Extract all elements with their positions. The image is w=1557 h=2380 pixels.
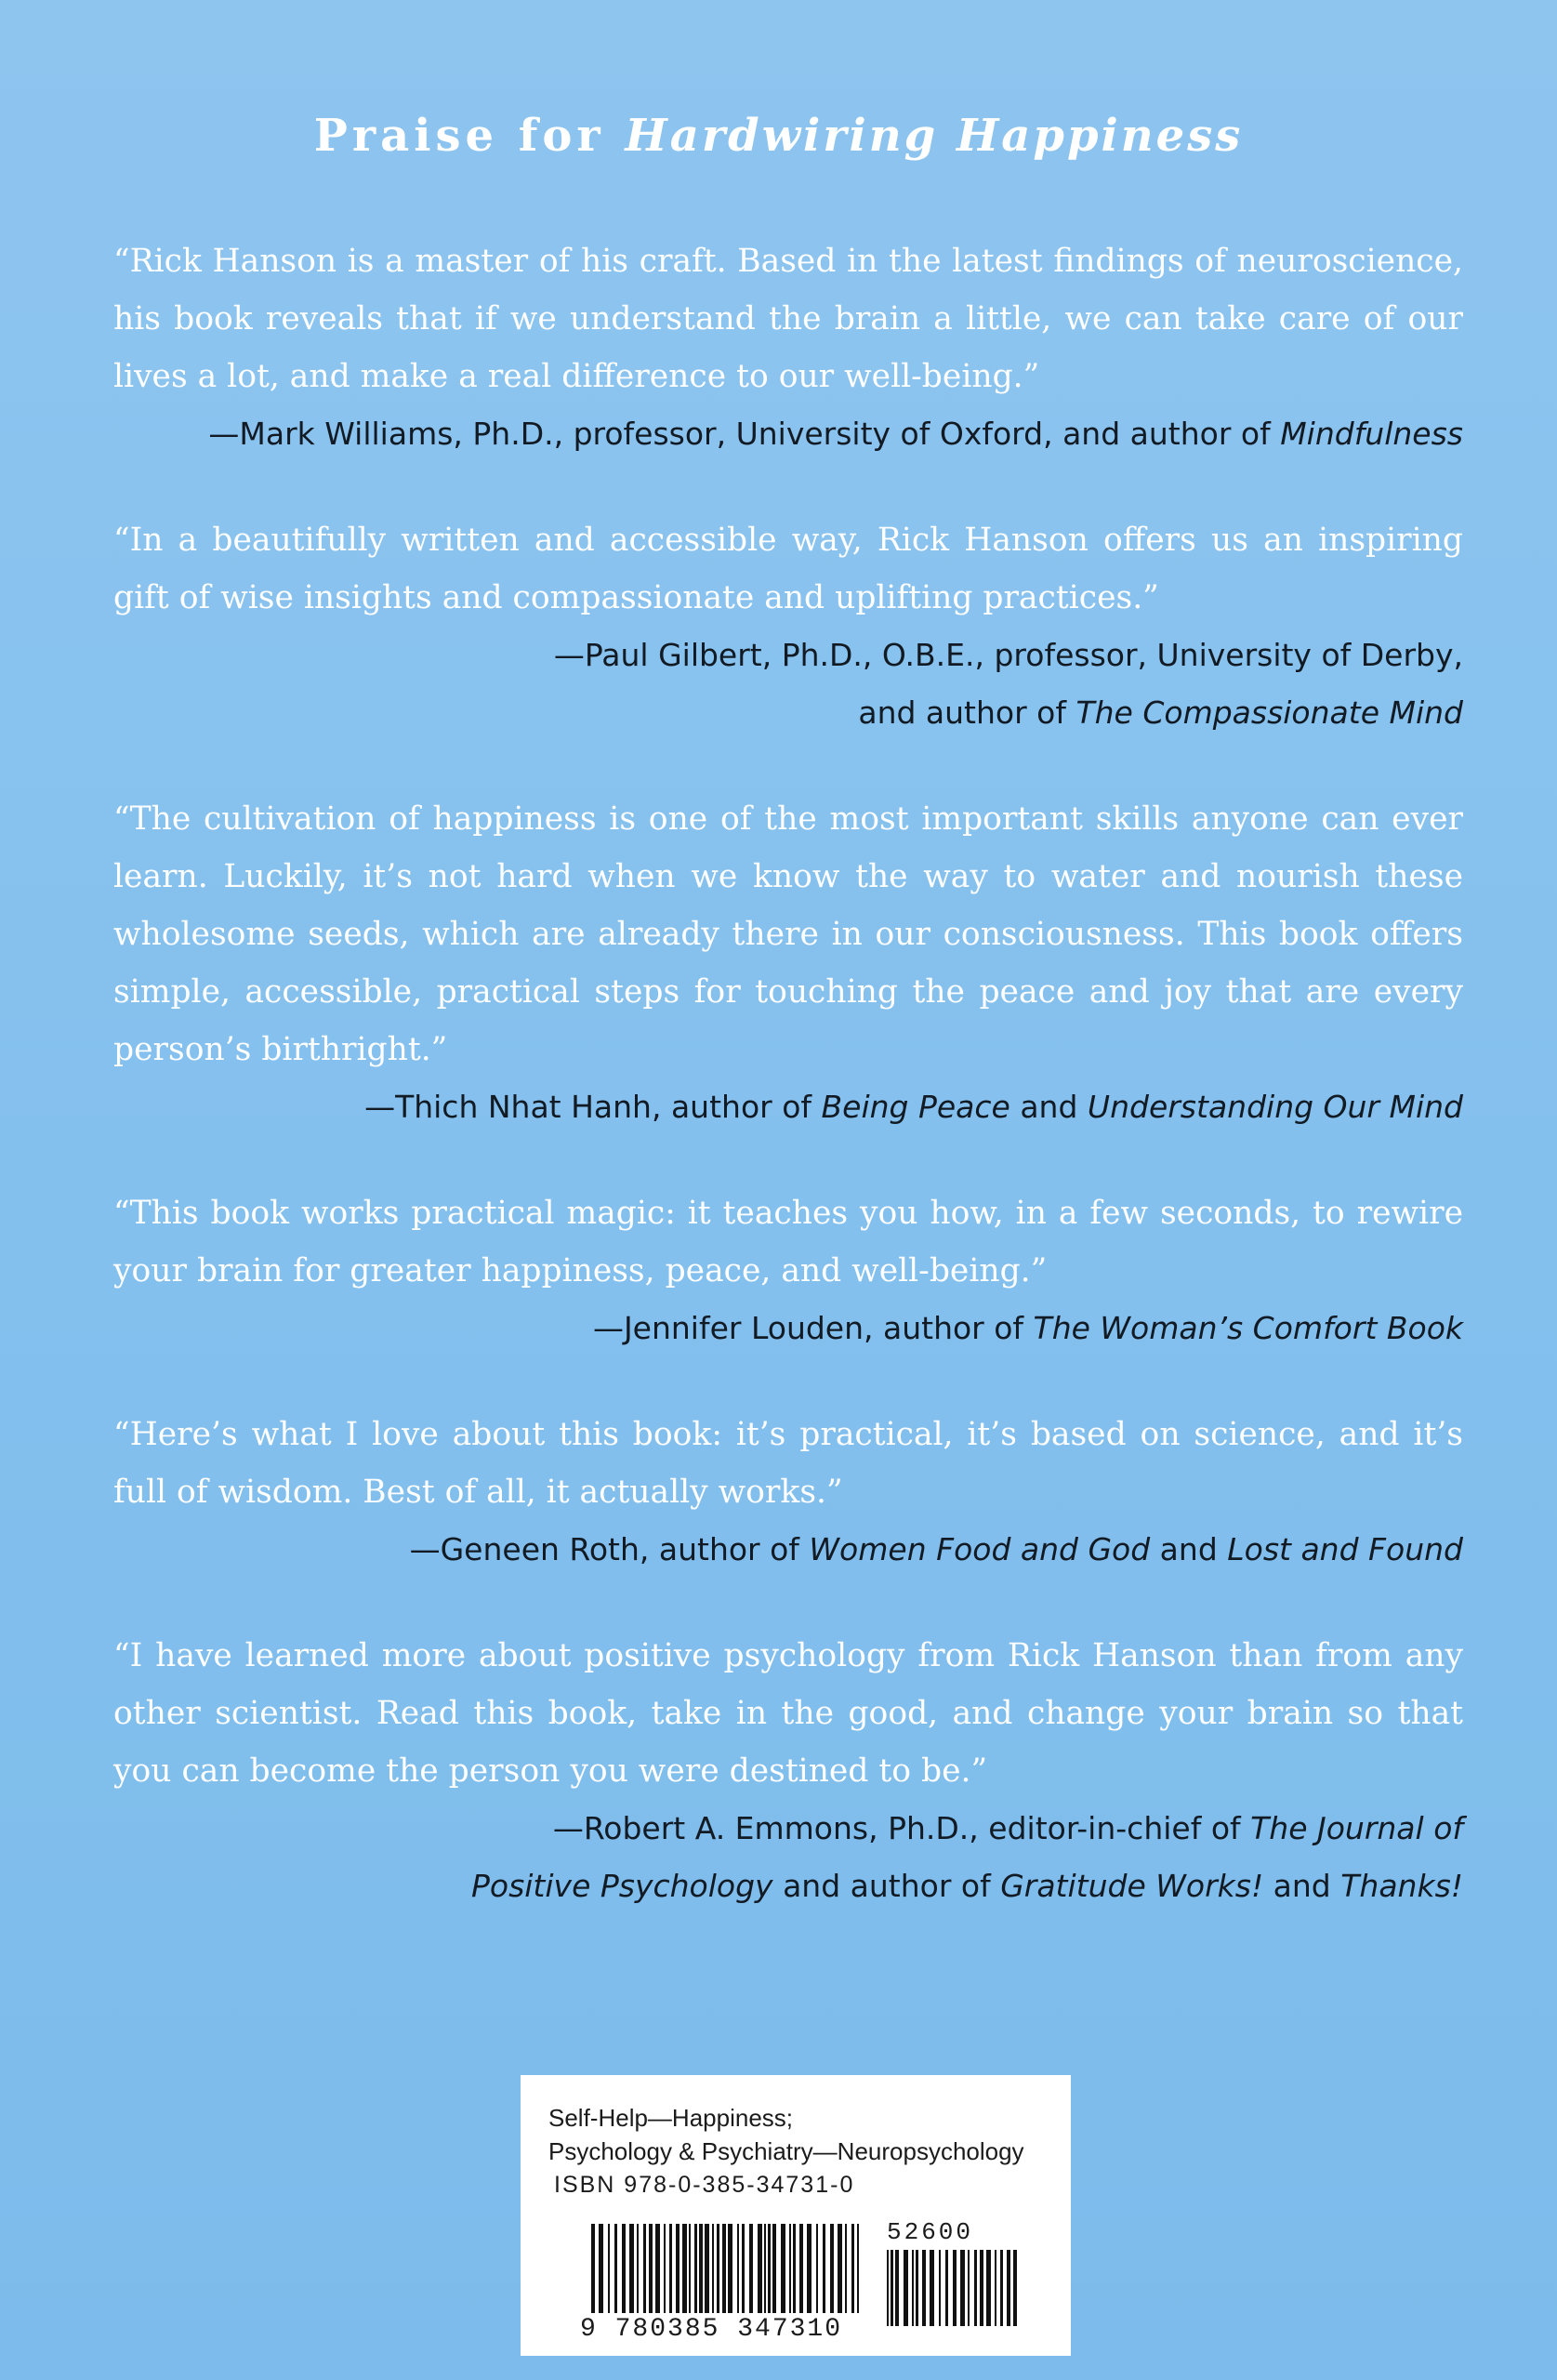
- blurb-jennifer-louden: [113, 1184, 1463, 1357]
- blurb-quote: “The cultivation of happiness is one of the most important skills anyone can ever learn. Luckily, it’s not hard when we know the way to water and nourish these wholesome seeds, which are already there in our consciousness. This book offers simple, accessible, practical steps for touching the peace and joy that are every person’s birthright.”: [113, 800, 1463, 1068]
- blurb-quote: “In a beautifully written and accessible way, Rick Hanson offers us an inspiring gift of wise insights and compassionate and uplifting practices.”: [113, 522, 1463, 616]
- blurb-thich-nhat-hanh: [113, 790, 1463, 1136]
- blurb-attribution: [113, 627, 1463, 742]
- blurb-mark-williams: [113, 232, 1463, 463]
- attribution-work: Gratitude Works!: [1000, 1868, 1264, 1904]
- attribution-text: —Jennifer Louden, author of: [592, 1310, 1034, 1346]
- attribution-work: Understanding Our Mind: [1087, 1089, 1463, 1125]
- barcode: [580, 2218, 1045, 2344]
- attribution-work: The Journal of: [1250, 1810, 1463, 1846]
- blurb-quote: “I have learned more about positive psychology from Rick Hanson than from any other scientist. Read this book, take in the good, and change your brain so that you can become the person you were destined to be.”: [113, 1637, 1463, 1790]
- attribution-work: Thanks!: [1340, 1868, 1463, 1904]
- blurb-quote: “This book works practical magic: it teaches you how, in a few seconds, to rewire your brain for greater happiness, peace, and well-being.”: [113, 1195, 1463, 1289]
- isbn-number: ISBN 978-0-385-34731-0: [554, 2172, 855, 2198]
- blurb-attribution: [113, 405, 1463, 463]
- attribution-joiner: and: [1150, 1531, 1228, 1567]
- isbn-label: [521, 2075, 1071, 2356]
- attribution-work: Positive Psychology: [470, 1868, 773, 1904]
- attribution-work: Lost and Found: [1227, 1531, 1463, 1567]
- attribution-text: —Geneen Roth, author of: [409, 1531, 810, 1567]
- attribution-work: The Woman’s Comfort Book: [1033, 1310, 1463, 1346]
- attribution-text: —Mark Williams, Ph.D., professor, University of Oxford, and author of: [208, 416, 1281, 452]
- attribution-work: Being Peace: [821, 1089, 1010, 1125]
- attribution-work: The Compassionate Mind: [1075, 694, 1463, 731]
- blurb-attribution: [113, 1800, 1463, 1915]
- blurb-attribution: [113, 1300, 1463, 1357]
- blurb-quote: “Rick Hanson is a master of his craft. Based in the latest findings of neuroscience, his book reveals that if we understand the brain a little, we can take care of our lives a lot, and make a real difference to our well-being.”: [113, 243, 1463, 395]
- subject-category: Self-Help—Happiness;: [548, 2104, 794, 2132]
- attribution-joiner: and: [1009, 1089, 1088, 1125]
- attribution-text: —Thich Nhat Hanh, author of: [364, 1089, 822, 1125]
- blurb-attribution: [113, 1078, 1463, 1136]
- attribution-work: Women Food and God: [809, 1531, 1151, 1567]
- barcode-digits: 9 780385 347310: [580, 2315, 843, 2344]
- praise-heading: [0, 110, 1557, 162]
- blurb-quote: “Here’s what I love about this book: it’s practical, it’s based on science, and it’s full of wisdom. Best of all, it actually works.”: [113, 1416, 1463, 1511]
- attribution-text: and author of: [772, 1868, 1001, 1904]
- attribution-text: —Paul Gilbert, Ph.D., O.B.E., professor, University of Derby,: [553, 637, 1463, 673]
- attribution-work: Mindfulness: [1280, 416, 1463, 452]
- attribution-text: and author of: [858, 694, 1076, 731]
- praise-book-title: Hardwiring Happiness: [625, 110, 1244, 162]
- price-code: 52600: [887, 2218, 974, 2246]
- blurb-geneen-roth: [113, 1406, 1463, 1579]
- attribution-joiner: and: [1263, 1868, 1341, 1904]
- subject-category: Psychology & Psychiatry—Neuropsychology: [548, 2137, 1024, 2165]
- blurb-paul-gilbert: [113, 511, 1463, 742]
- attribution-text: —Robert A. Emmons, Ph.D., editor-in-chief of: [552, 1810, 1251, 1846]
- blurb-robert-emmons: [113, 1627, 1463, 1915]
- blurb-list: [113, 232, 1463, 1964]
- praise-lead: Praise for: [313, 110, 626, 162]
- blurb-attribution: [113, 1521, 1463, 1579]
